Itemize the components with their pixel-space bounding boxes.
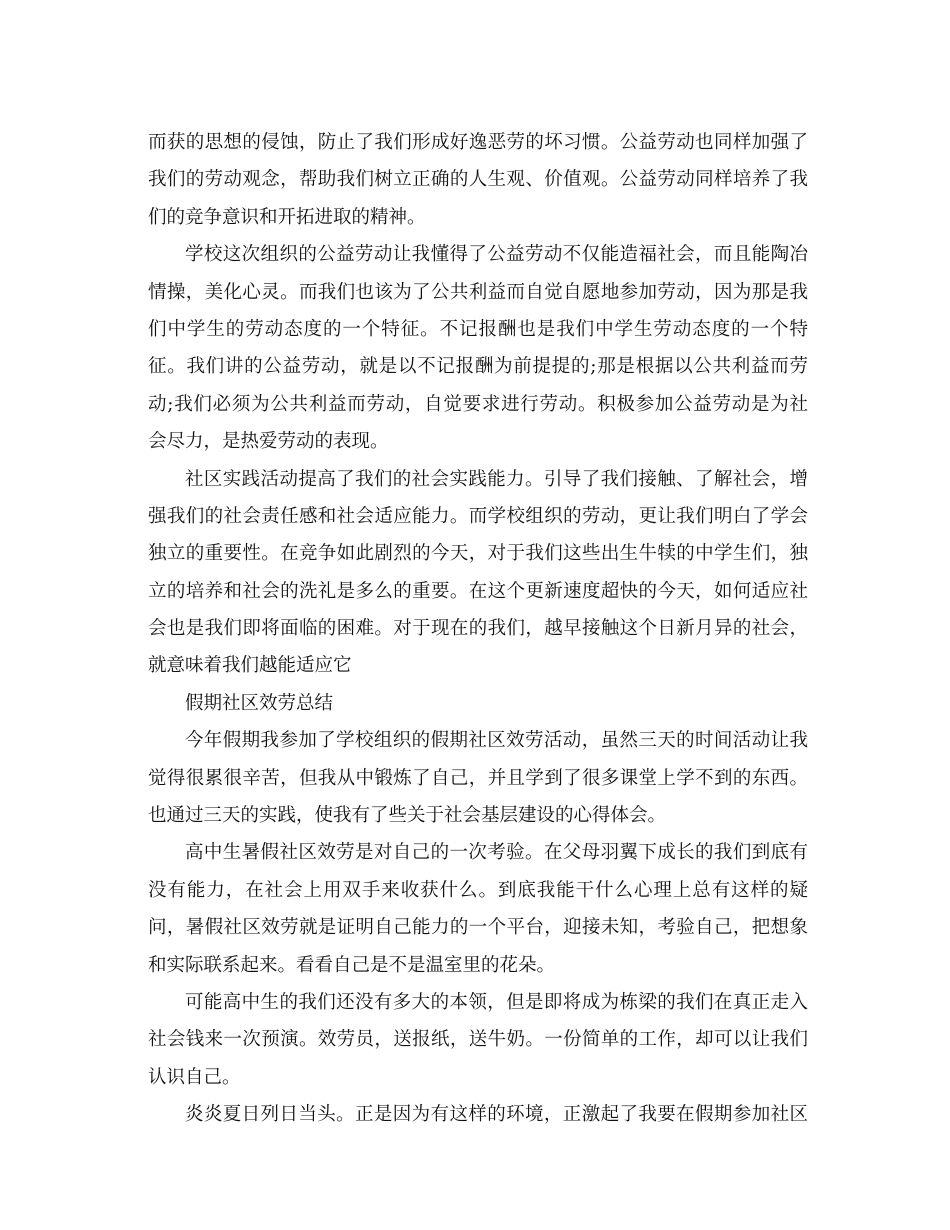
text-line: 社会钱来一次预演。效劳员，送报纸，送牛奶。一份简单的工作，却可以让我们	[148, 1029, 808, 1051]
text-line: 认识自己。	[148, 1066, 241, 1088]
text-line: 和实际联系起来。看看自己是不是温室里的花朵。	[148, 954, 556, 976]
text-line: 会也是我们即将面临的困难。对于现在的我们，越早接触这个日新月异的社会，	[148, 618, 808, 640]
text-line: 也通过三天的实践，使我有了些关于社会基层建设的心得体会。	[148, 805, 667, 827]
text-line: 我们的劳动观念，帮助我们树立正确的人生观、价值观。公益劳动同样培养了我	[148, 169, 808, 191]
paragraph-first-line: 可能高中生的我们还没有多大的本领，但是即将成为栋梁的我们在真正走入	[185, 991, 808, 1013]
section-heading: 假期社区效劳总结	[185, 692, 334, 714]
text-line: 觉得很累很辛苦，但我从中锻炼了自己，并且学到了很多课堂上学不到的东西。	[148, 767, 808, 789]
paragraph-first-line: 学校这次组织的公益劳动让我懂得了公益劳动不仅能造福社会，而且能陶冶	[185, 244, 808, 266]
text-line: 而获的思想的侵蚀，防止了我们形成好逸恶劳的坏习惯。公益劳动也同样加强了	[148, 132, 808, 153]
text-line: 情操，美化心灵。而我们也该为了公共利益而自觉自愿地参加劳动，因为那是我	[148, 281, 808, 303]
text-line: 动;我们必须为公共利益而劳动，自觉要求进行劳动。积极参加公益劳动是为社	[148, 393, 808, 415]
text-line: 们的竞争意识和开拓进取的精神。	[148, 206, 426, 228]
text-line: 独立的重要性。在竞争如此剧烈的今天，对于我们这些出生牛犊的中学生们，独	[148, 543, 808, 565]
paragraph-first-line: 高中生暑假社区效劳是对自己的一次考验。在父母羽翼下成长的我们到底有	[185, 842, 808, 864]
paragraph-first-line: 今年假期我参加了学校组织的假期社区效劳活动，虽然三天的时间活动让我	[185, 730, 808, 752]
paragraph-first-line: 社区实践活动提高了我们的社会实践能力。引导了我们接触、了解社会，增	[185, 468, 808, 490]
text-line: 立的培养和社会的洗礼是多么的重要。在这个更新速度超快的今天，如何适应社	[148, 580, 808, 602]
text-line: 强我们的社会责任感和社会适应能力。而学校组织的劳动，更让我们明白了学会	[148, 505, 808, 527]
document-body	[148, 124, 808, 1134]
text-line: 就意味着我们越能适应它	[148, 655, 352, 677]
text-line: 会尽力，是热爱劳动的表现。	[148, 431, 389, 453]
text-line: 问，暑假社区效劳就是证明自己能力的一个平台，迎接未知，考验自己，把想象	[148, 917, 808, 939]
paragraph-first-line: 炎炎夏日列日当头。正是因为有这样的环境，正激起了我要在假期参加社区	[185, 1104, 808, 1126]
text-line: 征。我们讲的公益劳动，就是以不记报酬为前提提的;那是根据以公共利益而劳	[148, 356, 808, 378]
text-line: 们中学生的劳动态度的一个特征。不记报酬也是我们中学生劳动态度的一个特	[148, 318, 808, 340]
text-line: 没有能力，在社会上用双手来收获什么。到底我能干什么心理上总有这样的疑	[148, 879, 808, 901]
